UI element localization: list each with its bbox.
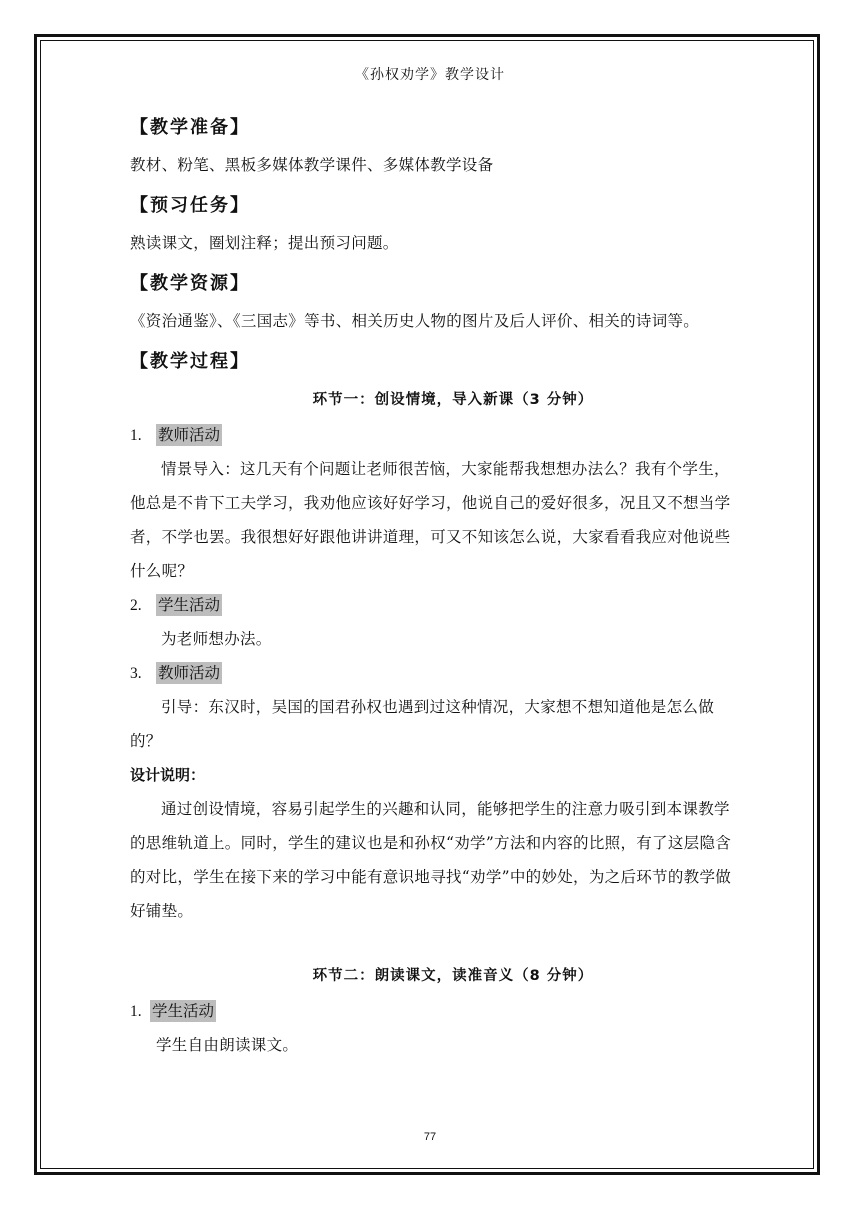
- design-note-text: 通过创设情境，容易引起学生的兴趣和认同，能够把学生的注意力吸引到本课教学的思维轨道上。同时，学生的建议也是和孙权“劝学”方法和内容的比照，有了这层隐含的对比，学生在接下来的学习中能有意识地寻找“劝学”中的妙处，为之后环节的教学做好铺垫。: [130, 800, 732, 920]
- stage2-step-1: [130, 994, 736, 1028]
- step-label: 学生活动: [152, 1002, 215, 1020]
- resources-text: 《资治通鉴》、《三国志》等书、相关历史人物的图片及后人评价、相关的诗词等。: [130, 312, 700, 330]
- stage1-title: 环节一：创设情境，导入新课（3 分钟）: [312, 392, 594, 408]
- stage2-step-1-text: 学生自由朗读课文。: [156, 1036, 299, 1054]
- stage1-step-1-text: 情景导入：这几天有个问题让老师很苦恼，大家能帮我想想办法么？我有个学生，他总是不肯下工夫学习，我劝他应该好好学习，他说自己的爱好很多，况且又不想当学者，不学也罢。我很想好好跟他讲讲道理，可又不知该怎么说，大家看看我应对他说些什么呢？: [130, 460, 731, 580]
- page-number: 77: [423, 1131, 437, 1143]
- step-number: 3.: [130, 665, 142, 682]
- prep-text: 教材、粉笔、黑板多媒体教学课件、多媒体教学设备: [130, 156, 494, 174]
- step-number: 1.: [130, 427, 142, 444]
- document-body: [130, 108, 736, 1062]
- stage1-step-1: [130, 418, 736, 452]
- section-title-prep: 【教学准备】: [130, 117, 250, 138]
- step-number: 2.: [130, 597, 142, 614]
- section-title-preview: 【预习任务】: [130, 195, 250, 216]
- design-note-title: 设计说明：: [130, 766, 206, 784]
- step-label: 学生活动: [158, 596, 221, 614]
- stage1-step-2-text: 为老师想办法。: [161, 630, 272, 648]
- stage1-step-2: [130, 588, 736, 622]
- section-title-process: 【教学过程】: [130, 351, 250, 372]
- page-header: 《孙权劝学》教学设计: [355, 67, 505, 83]
- step-label: 教师活动: [158, 426, 221, 444]
- section-title-resources: 【教学资源】: [130, 273, 250, 294]
- stage2-title: 环节二：朗读课文，读准音义（8 分钟）: [312, 968, 594, 984]
- spacer: [130, 928, 736, 958]
- preview-text: 熟读课文，圈划注释；提出预习问题。: [130, 234, 399, 252]
- step-number: 1.: [130, 1003, 142, 1020]
- stage1-step-3: [130, 656, 736, 690]
- stage1-step-3-text: 引导：东汉时，吴国的国君孙权也遇到过这种情况，大家想不想知道他是怎么做的？: [130, 698, 715, 750]
- step-label: 教师活动: [158, 664, 221, 682]
